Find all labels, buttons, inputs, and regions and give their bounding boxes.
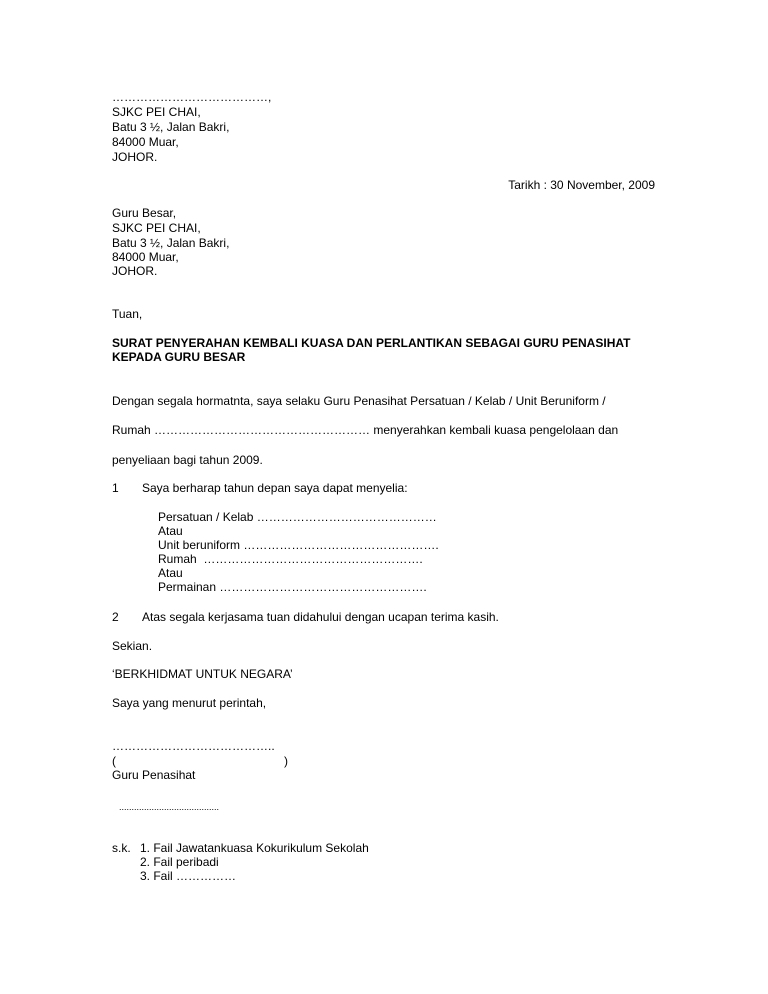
sender-city: 84000 Muar, [112,135,179,149]
recipient-street: Batu 3 ½, Jalan Bakri, [112,236,230,250]
cc-item-1: 1. Fail Jawatankuasa Kokurikulum Sekolah [140,841,369,855]
cc-item-3: 3. Fail …………… [140,869,237,883]
item-1-text: Saya berharap tahun depan saya dapat menyelia: [142,481,408,495]
signature-small-dots: ........................................ [119,802,220,812]
option-atau-1: Atau [158,524,183,538]
recipient-title: Guru Besar, [112,206,177,220]
recipient-city: 84000 Muar, [112,250,179,264]
body-line-1: Dengan segala hormatnta, saya selaku Guru Penasihat Persatuan / Kelab / Unit Beruniform / [112,394,606,408]
item-1-number: 1 [112,481,119,495]
salutation: Tuan, [112,307,143,321]
signature-dots: ………………………………….. [112,739,275,753]
sender-name-dots: …………………………………, [112,90,272,104]
sender-street: Batu 3 ½, Jalan Bakri, [112,120,230,134]
body-line-2: Rumah ……………………………………………… menyerahkan kembali kuasa pengelolaan dan [112,423,619,437]
subject-line-2: KEPADA GURU BESAR [112,350,246,364]
signature-paren-close: ) [284,754,288,768]
recipient-school: SJKC PEI CHAI, [112,221,201,235]
item-2-text: Atas segala kerjasama tuan didahului dengan ucapan terima kasih. [142,610,499,624]
motto: ‘BERKHIDMAT UNTUK NEGARA’ [112,667,293,681]
option-persatuan: Persatuan / Kelab ……………………………………… [158,510,437,524]
signature-paren-open: ( [112,754,116,768]
subject-line-1: SURAT PENYERAHAN KEMBALI KUASA DAN PERLANTIKAN SEBAGAI GURU PENASIHAT [112,336,631,350]
sender-state: JOHOR. [112,150,158,164]
letter-date: Tarikh : 30 November, 2009 [508,178,655,192]
option-permainan: Permainan ……………………………………………. [158,580,427,594]
signature-role: Guru Penasihat [112,768,196,782]
cc-item-2: 2. Fail peribadi [140,855,219,869]
option-unit-beruniform: Unit beruniform …………………………………………. [158,538,439,552]
option-atau-2: Atau [158,566,183,580]
recipient-state: JOHOR. [112,264,158,278]
body-line-3: penyeliaan bagi tahun 2009. [112,453,263,467]
item-2-number: 2 [112,610,119,624]
closing: Sekian. [112,639,153,653]
sign-off: Saya yang menurut perintah, [112,696,267,710]
cc-label: s.k. [112,841,131,855]
sender-school: SJKC PEI CHAI, [112,105,201,119]
option-rumah: Rumah ………………………………………………. [158,552,423,566]
